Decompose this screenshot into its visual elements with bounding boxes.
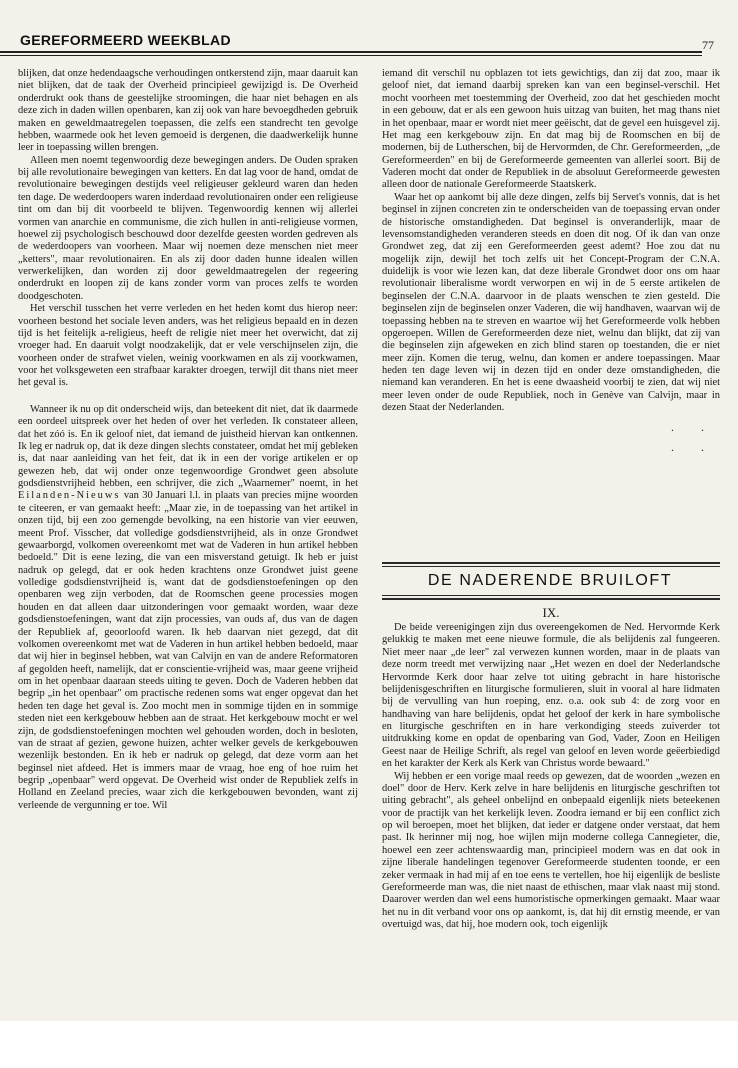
section-numeral: IX. <box>542 605 560 620</box>
title-rule-bottom-thin <box>382 595 720 596</box>
paragraph: blijken, dat onze hedendaagsche verhoudingen ontkerstend zijn, maar daaruit kan niet blijken, dat de taak der Overheid principieel gewijzigd is. De Overheid onderdrukt ook thans de geestelijke stroomingen, die haar niet behagen en als deze zich in daden willen openbaren, kan zij ook van hare bevoegdheden gebruik maken en geweldmaatregelen toepassen, die zelfs een standrecht ten gevolge hebben, waarmede ook het leven gemoeid is dergenen, die daadwerkelijk hunne leer in toepassing willen brengen. <box>18 68 358 154</box>
page-header <box>20 30 722 52</box>
paragraph: iemand dit verschil nu opblazen tot iets gewichtigs, dan zij dat zoo, maar ik geloof niet, dat iemand daarbij spreken kan van een beginsel-verschil. Het mocht voorheen met toestemming der Overheid, zoo dat het geschieden mocht in een gebouw, dat er als een gewoon huis uitzag van buiten, het mag thans niet in het openbaar, maar er wordt niet meer geëischt, dat de gevel een huisgevel zij. Het mag een kerkgebouw zijn. En dat mag bij de Roomschen en bij de modernen, bij de Lutherschen, bij de Hervormden, de Chr. Gereformeerden, „de Gereformeerden" en bij de Gereformeerde gemeenten van allerlei soort. Bij de Vaderen mocht dat onder de Republiek in de absoluut Gereformeerde gewesten alleen door de nationale Gereformeerde Staatskerk. <box>382 68 720 191</box>
right-column <box>382 68 720 453</box>
header-rule-thin <box>0 55 702 56</box>
section-dots: . . <box>671 419 716 434</box>
paragraph: De beide vereenigingen zijn dus overeengekomen de Ned. Hervormde Kerk gelukkig te maken met eene nieuwe formule, die als belijdenis zal fungeeren. Niet meer naar „de leer" zal verwezen kunnen worden, maar in de plaats van deze norm treedt met verwijzing naar „Het wezen en doel der Nederlandsche Hervormde Kerk door haar zelve tot uiting gebracht in hare historische belijdenisgeschriften en liturgische formulieren, sluit in vooral al hare lidmaten bij de vervulling van hun roeping, enz. o.a. ook sub 4: de zorg voor en handhaving van hare belijdenis, opdat het geloof der kerk in hare symbolische en liturgische geschriften en in hare verkondiging steeds zuiverder tot uitdrukking kome en opdat de openbaring van God, Vader, Zoon en Heiligen Geest naar de Heilige Schrift, als regel van geloof en leven worde geëerbiedigd en het karakter der Kerk als Kerk van Christus worde bewaard." <box>382 622 720 770</box>
paragraph: Wij hebben er een vorige maal reeds op gewezen, dat de woorden „wezen en doel" door de Herv. Kerk zelve in hare belijdenis en liturgische geschriften tot uiting gebracht", als geheel onbelijnd en onbepaald eigenlijk niets beteekenen voor de practijk van het kerkelijk leven. Zoodra iemand er bij een conflict zich op wil beroepen, moet het blijken, dat ieder er datgene onder verstaat, dat hem past. Ik herinner mij nog, hoe wijlen mijn moderne collega Cannegieter, die, hoewel een zeer achtenswaardig man, principieel modern was en dat ook in zijne liberale handelingen tegenover Gereformeerde studenten toonde, er een zeker vermaak in had mij af en toe eens te vertellen, hoe hij eigenlijk de besliste Gereformeerde man was, die niet naast de ethischen, maar vlak naast mij stond. Daarover werden dan wel eens humoristische opmerkingen gemaakt. Maar waar het nu in dit verband voor ons op aankomt, is, dat hij dit ernstig meende, er van overtuigd was, dat hij, hoe modern ook, toch eigenlijk <box>382 770 720 930</box>
title-rule-bottom <box>382 598 720 600</box>
paragraph: Het verschil tusschen het verre verleden en het heden komt dus hierop neer: voorheen bestond het sociale leven anders, was het religieus bepaald en in dezen tijd is het feitelijk a-religieus, heeft de religie niet meer het overwicht, dat zij vroeger had. En daaruit volgt noodzakelijk, dat er vele verschijnselen zijn, die voorheen onder de strafwet vielen, weinig voorkwamen en als zij voorkwamen, voor het volksgeweten een strafbaar karakter droegen, terwijl dit thans niet meer het geval is. <box>18 303 358 389</box>
paragraph-text: Wanneer ik nu op dit onderscheid wijs, dan beteekent dit niet, dat ik daarmede een oordeel uitspreek over het heden of over het verleden. Ik constateer alleen, dat het zóó is. En ik geloof niet, dat iemand de juistheid hiervan kan ontkennen. Ik leg er nadruk op, dat ik deze dingen slechts constateer, omdat het mij gebleken is, dat naar aanleiding van het feit, dat ik in een der vorige artikelen er op gewezen heb, dat wij onder onze tegenwoordige Grondwet geen absolute godsdienstvrijheid hebben, een schrijver, die zich „Waarnemer" noemt, in het <box>18 403 358 489</box>
masthead: GEREFORMEERD WEEKBLAD <box>20 32 231 48</box>
article-title: DE NADERENDE BRUILOFT <box>427 572 673 589</box>
paragraph-gap <box>18 390 358 404</box>
article-body <box>382 622 720 931</box>
page-number: 77 <box>702 38 714 52</box>
title-rule-top-thin <box>382 566 720 567</box>
paragraph: Alleen men noemt tegenwoordig deze bewegingen anders. De Ouden spraken bij alle revolutionaire bewegingen van ketters. En dat lag voor de hand, omdat de revolutionaire bewegingen destijds veel religieuser gekleurd waren dan heden ten dage. De wederdoopers waren inderdaad revolutionairen onder een religieuse tint om dan bij dit voorbeeld te blijven. Tegenwoordig kennen wij allerlei vormen van anarchie en communisme, die zich hullen in anti-religieuse vormen, hoewel zij psychologisch beschouwd door dezelfde geesten worden gedreven als de wederdoopers van voorheen. Maar wij noemen deze menschen niet meer „ketters", maar revolutionairen. En als zij door daden hunne idealen willen verwerkelijken, dan worden zij door geweldmaatregelen der regeering onderdrukt en loopen zij de kans zonder vorm van proces zelfs te worden doodgeschoten. <box>18 154 358 302</box>
paragraph <box>18 404 358 812</box>
newspaper-name: Eilanden-Nieuws <box>18 490 121 502</box>
header-rule-thick <box>0 51 702 53</box>
paragraph: Waar het op aankomt bij alle deze dingen, zelfs bij Servet's vonnis, dat is het beginsel in zijnen concreten zin te onderscheiden van de toepassing ervan onder de historische omstandigheden. Dat beginsel is onveranderlijk, maar de levensomstandigheden veranderen steeds en doen dit nog. Of ik dan van onze Grondwet zeg, dat zij een Gereformeerden geest ademt? Hoe zou dat nu mogelijk zijn, dewijl het toch zelfs uit het Concept-Program der C.N.A. duidelijk is voor wie lezen kan, dat deze liberale Grondwet door ons om haar revolutionair liberalisme wordt verworpen en wij in de 5 eerste artikelen de beginselen der C.N.A. daarvoor in de plaats wenschen te zien gesteld. Die beginselen zijn de beginselen onzer Vaderen, die wij handhaven, waarvan wij de toepassing hebben na te streven en waartoe wij het Gereformeerde volk hebben opgeroepen. Willen de Gereformeerden deze niet, welnu dan blijkt, dat zij van die beginselen zijn afgeweken en zich blind staren op toestanden, die er niet meer zijn. Komen die terug, welnu, dan komen er andere toepassingen. Maar heden ten dage leven wij in dezen tijd en onder deze omstandigheden, die niemand kan veranderen. En het is eene dwaasheid voorbij te zien, dat wij niet meer leven onder de oude Republiek, noch in Genève van Calvijn, maar in dezen Staat der Nederlanden. <box>382 191 720 414</box>
section-dots: . . <box>671 439 716 454</box>
title-rule-top <box>382 562 720 564</box>
paragraph-text: van 30 Januari l.l. in plaats van precies mijne woorden te citeeren, er van gemaakt heeft: „Maar zie, in de toepassing van het artikel in onzen tijd, bij een zoo gemengde bevolking, na een historie van vier eeuwen, meent Prof. Visscher, dat volledige godsdienstvrijheid, als in onze Grondwet gewaarborgd, volkomen overeenkomt met wat de Vaderen in hun artikel hebben bedoeld." Dit is eene lezing, die van een misverstand getuigt. Ik heb er juist nadruk op gelegd, dat er ook heden krachtens onze Grondwet juist geene volledige godsdienstvrijheid is, want dat de godsdienstoefeningen op den openbaren weg zijn verboden, dat de Roomschen geene processies mogen houden en dat alleen daar uitzonderingen voor gemaakt worden, waar deze godsdienstoefeningen, want dat zijn processies, van ouds af, dus van de dagen der Republiek af, geoorloofd waren. Ik heb daarvan niet gezegd, dat dit volkomen overeenkomt met wat de Vaderen in hun artikel hebben bedoeld, maar dat wij hier in beginsel hebben, wat van Calvijn en van de andere Reformatoren af gegolden heeft, namelijk, dat er conscientie-vrijheid was, maar geene vrijheid om in het openbaar daaraan steeds uiting te geven. Doch de Vaderen hebben dat begrip „in het openbaar" om practische redenen soms wat enger opgevat dan het heden ten dage het geval is. Zoo mocht men in sommige tijden en in sommige steden niet een kerkgebouw hebben aan de straat. Het kerkgebouw mocht er wel zijn, de godsdienstoefeningen mochten wel gehouden worden, doch in besloten, van de straat af gezien, gewone huizen, achter welker gevels de kerkgebouwen wezenlijk bestonden. En ik heb er nadruk op gelegd, dat deze vorm aan het beginsel niet afdeed. Het is immers maar de vraag, hoe eng of hoe ruim het begrip „openbaar" werd opgevat. De Overheid wist onder de Republiek zelfs in Holland en Zeeland precies, waar zich die kerkgebouwen bevonden, want zij verleende de vergunning er toe. Wil <box>18 490 359 811</box>
left-column <box>18 68 358 812</box>
